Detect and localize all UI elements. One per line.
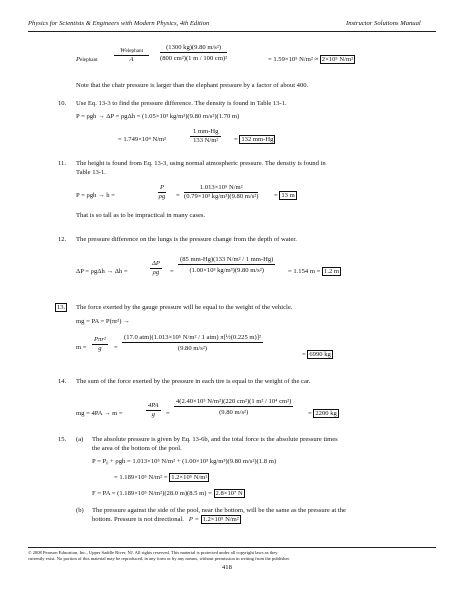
problem-15a-eq3: F = PA = (1.189×10⁵ N/m²)(28.0 m)(8.5 m) = 2.8×10⁷ N (92, 490, 243, 497)
elephant-pressure-lhs: Pelephant (76, 56, 98, 63)
answer-box: 2×10⁵ N/m² (321, 56, 354, 63)
answer-box: 2200 kg (315, 410, 337, 417)
problem-11-frac1: P ρg (158, 184, 166, 201)
part-label: (a) (76, 436, 84, 443)
problem-10-eq2: = 1.749×10⁴ N/m² (118, 136, 167, 143)
answer-box: 1.2×10⁵ N/m² (202, 516, 239, 523)
problem-12-eq: ΔP = ρgΔh → Δh = (76, 268, 128, 275)
answer-box: 1.2 m (324, 268, 340, 275)
problem-13-text: The force exerted by the gauge pressure will be equal to the weight of the vehicle. (76, 304, 293, 311)
elephant-pressure-result: = 1.59×10⁵ N/m² ≈ 2×10⁵ N/m² (268, 56, 354, 63)
answer-box: 132 mm-Hg (241, 136, 274, 143)
problem-number: 15. (58, 436, 67, 443)
answer-box: 13 m (281, 192, 295, 199)
problem-13-eq1: mg = PA = P(πr²) → (76, 318, 130, 325)
problem-15a-text-2: the area of the bottom of the pool. (92, 445, 182, 452)
problem-11-eq: P = ρgh → h = (76, 192, 115, 199)
document-page: Physics for Scientists & Engineers with Modern Physics, 4th Edition Instructor Solutions Manual Pelephant Welephant A (1300 kg)(9.80 m/s²) (800 cm²)(1 m / 100 cm)² = 1.59×10⁵ N/m² ≈ 2×10⁵ N/m² Note that the chair pressure is larger than the elephant pressure by a factor of about 400. 10. Use Eq. 13-3 to find the pressure difference. The density is found in Table 13-1. P = ρgh → ΔP = ρgΔh = (1.05×10³ kg/m³)(9.80 m/s²)(1.70 m) = 1.749×10⁴ N/m² 1 mm-Hg 133 N/m² = 132 mm-Hg 11. The height is found from Eq. 13-3, using normal atmospheric pressure. The density is found in Table 13-1. P = ρgh → h = P ρg = 1.013×10⁵ N/m² (0.79×10³ kg/m³)(9.80 m/s²) = 13 m That is so tall as to be impractical in many cases. 12. The pressure difference on the lungs is the pressure change from the depth of water. ΔP = ρgΔh → Δh = ΔP ρg = (85 mm-Hg)(133 N/m² / 1 mm-Hg) (1.00×10³ kg/m³)(9.80 m/s²) = 1.154 m = 1.2 m 13. The force exerted by the gauge pressure will be equal to the weight of the vehicle. mg = PA = P(πr²) → m = Pπr² g = (17.0 atm)(1.013×10⁵ N/m² / 1 atm) π[½(0.225 m)]² (9.80 m/s²) = 6990 kg 14. The sum of the force exerted by the pressure in each tire is equal to the weight of the car. mg = 4PA → m = 4PA g = 4(2.40×10⁵ N/m²)(220 cm²)(1 m² / 10⁴ cm²) (9.80 m/s²) = 2200 kg 15. (a) The absolute pressure is given by Eq. 13-6b, and the total force is the absolute pressure times the area of the bottom of the pool. P = P₀ + ρgh = 1.013×10⁵ N/m² + (1.00×10³ kg/m³)(9.80 m/s²)(1.8 m) = 1.189×10⁵ N/m² = 1.2×10⁵ N/m² F = PA = (1.189×10⁵ N/m²)(28.0 m)(8.5 m) = 2.8×10⁷ N (b) The pressure against the side of the pool, near the bottom, will be the same as the pressure at the bottom. Pressure is not directional. P = 1.2×10⁵ N/m² © 2008 Pearson Education, Inc., Upper Saddle River, NJ. All rights reserved. This material is protected under all copyright laws as they currently exist. No portion of this material may be reproduced, in any form or by any means, without permission in writing from the publisher. 418 (0, 0, 463, 599)
problem-10-text: Use Eq. 13-3 to find the pressure difference. The density is found in Table 13-1. (76, 100, 287, 107)
copyright-line-1: © 2008 Pearson Education, Inc., Upper Saddle River, NJ. All rights reserved. This material is protected under all copyright laws as they (28, 550, 278, 555)
answer-box: 1.2×10⁵ N/m² (171, 474, 208, 481)
problem-12-text: The pressure difference on the lungs is the pressure change from the depth of water. (76, 236, 297, 243)
part-label: (b) (76, 507, 84, 514)
problem-number: 11. (58, 160, 66, 167)
problem-12-frac2: (85 mm-Hg)(133 N/m² / 1 mm-Hg) (1.00×10³ kg/m³)(9.80 m/s²) (180, 256, 274, 275)
problem-number: 10. (58, 100, 67, 107)
elephant-pressure-frac: Welephant A (114, 47, 149, 65)
problem-number: 14. (58, 378, 67, 385)
problem-15b-text: The pressure against the side of the pool, near the bottom, will be the same as the pressure at the (92, 507, 346, 514)
problem-15b-text-2: bottom. Pressure is not directional. P = 1.2×10⁵ N/m² (92, 516, 239, 523)
manual-title: Instructor Solutions Manual (346, 20, 421, 27)
problem-15a-text: The absolute pressure is given by Eq. 13-6b, and the total force is the absolute pressure times (92, 436, 338, 443)
problem-11-answer: = 13 m (274, 192, 295, 199)
problem-number: 12. (58, 236, 67, 243)
problem-10-answer: = 132 mm-Hg (234, 136, 274, 143)
problem-14-text: The sum of the force exerted by the pressure in each tire is equal to the weight of the car. (76, 378, 311, 385)
problem-14-answer: = 2200 kg (308, 410, 337, 417)
problem-10-eq1: P = ρgh → ΔP = ρgΔh = (1.05×10³ kg/m³)(9.80 m/s²)(1.70 m) (76, 113, 240, 120)
footer-rule (28, 547, 436, 548)
problem-12-frac1: ΔP ρg (152, 260, 160, 277)
problem-13-frac2: (17.0 atm)(1.013×10⁵ N/m² / 1 atm) π[½(0.225 m)]² (9.80 m/s²) (124, 334, 261, 353)
problem-11-frac2: 1.013×10⁵ N/m² (0.79×10³ kg/m³)(9.80 m/s²) (184, 184, 259, 201)
problem-15a-eq2: = 1.189×10⁵ N/m² = 1.2×10⁵ N/m² (114, 474, 208, 481)
header-rule (28, 31, 436, 32)
problem-13-answer: = 6990 kg (302, 351, 331, 358)
problem-13-eq2: m = (76, 344, 87, 351)
page-number: 418 (222, 564, 232, 571)
problem-11-text: The height is found from Eq. 13-3, using normal atmospheric pressure. The density is found in (76, 160, 326, 167)
elephant-pressure-values: (1300 kg)(9.80 m/s²) (800 cm²)(1 m / 100 cm)² (160, 44, 228, 63)
problem-12-answer: = 1.154 m = 1.2 m (288, 268, 340, 275)
problem-13-frac1: Pπr² g (94, 336, 106, 353)
book-title: Physics for Scientists & Engineers with Modern Physics, 4th Edition (28, 20, 210, 27)
problem-14-frac1: 4PA g (148, 402, 159, 419)
problem-number: 13. (57, 304, 66, 311)
chair-note: Note that the chair pressure is larger than the elephant pressure by a factor of about 400. (76, 82, 309, 89)
problem-14-frac2: 4(2.40×10⁵ N/m²)(220 cm²)(1 m² / 10⁴ cm²) (9.80 m/s²) (176, 398, 292, 417)
problem-14-eq: mg = 4PA → m = (76, 410, 123, 417)
problem-10-conversion: 1 mm-Hg 133 N/m² (190, 128, 221, 146)
problem-11-note: That is so tall as to be impractical in many cases. (76, 212, 206, 219)
answer-box: 2.8×10⁷ N (215, 490, 243, 497)
copyright-line-2: currently exist. No portion of this material may be reproduced, in any form or by any means, without permission in writing from the publisher. (28, 556, 290, 561)
problem-15a-eq1: P = P₀ + ρgh = 1.013×10⁵ N/m² + (1.00×10³ kg/m³)(9.80 m/s²)(1.8 m) (92, 458, 277, 465)
answer-box: 6990 kg (309, 351, 331, 358)
problem-11-text-2: Table 13-1. (76, 169, 106, 176)
